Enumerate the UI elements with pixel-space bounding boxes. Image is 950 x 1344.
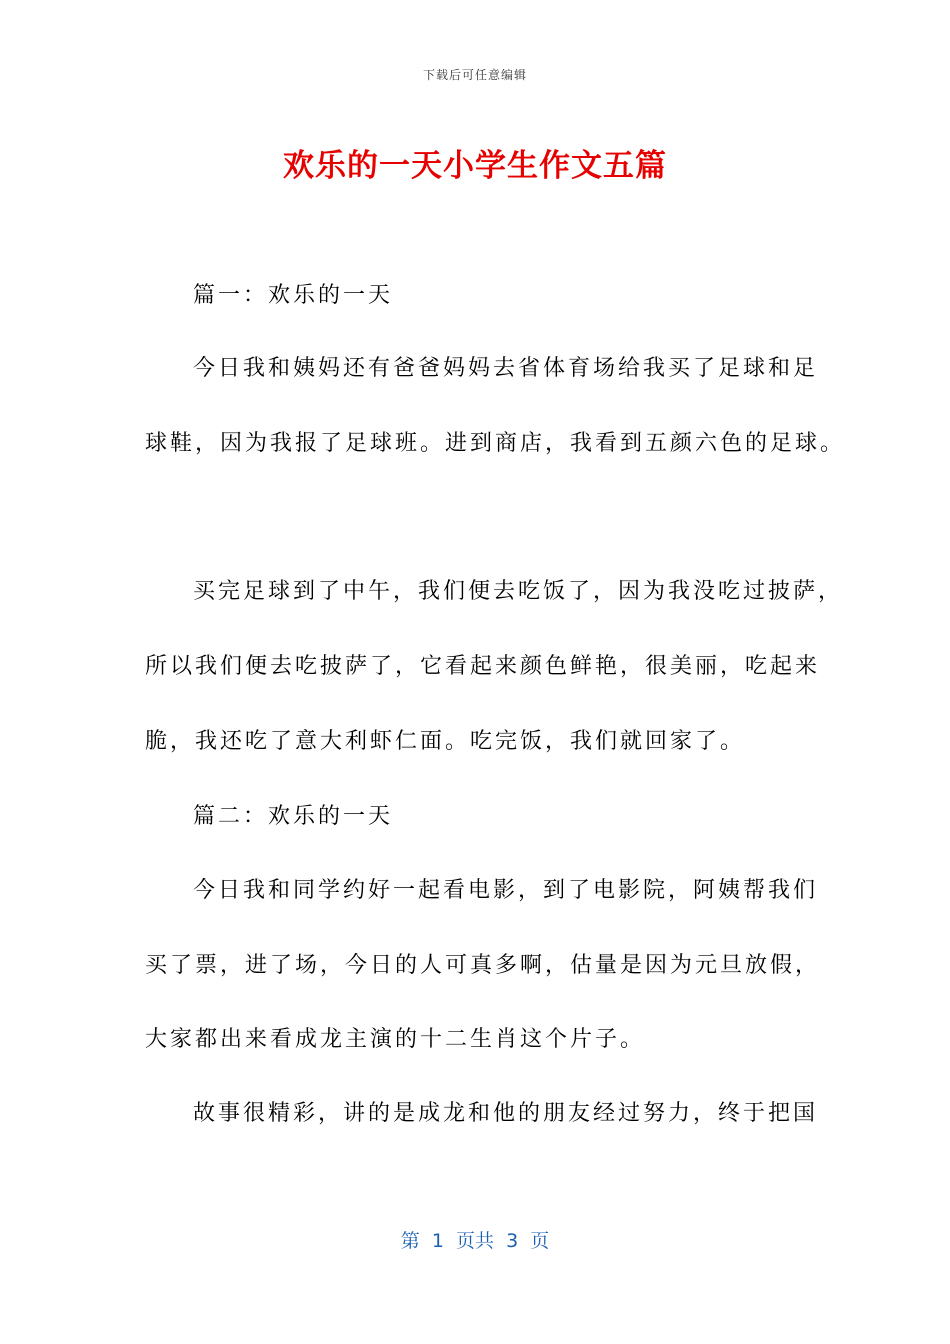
paragraph-line: 脆，我还吃了意大利虾仁面。吃完饭，我们就回家了。 — [145, 729, 746, 754]
document-title: 欢乐的一天小学生作文五篇 — [283, 148, 667, 184]
section-heading-2: 篇二：欢乐的一天 — [193, 804, 394, 829]
paragraph-line: 买了票，进了场，今日的人可真多啊，估量是因为元旦放假， — [145, 953, 821, 978]
paragraph-line: 今日我和同学约好一起看电影，到了电影院，阿姨帮我们 — [193, 878, 819, 903]
section-heading-1: 篇一：欢乐的一天 — [193, 283, 394, 308]
paragraph-line: 故事很精彩，讲的是成龙和他的朋友经过努力，终于把国 — [193, 1101, 819, 1126]
paragraph-line: 大家都出来看成龙主演的十二生肖这个片子。 — [145, 1027, 646, 1052]
header-note: 下载后可任意编辑 — [422, 68, 527, 82]
paragraph-line: 买完足球到了中午，我们便去吃饭了，因为我没吃过披萨， — [193, 579, 844, 604]
paragraph-line: 球鞋，因为我报了足球班。进到商店，我看到五颜六色的足球。 — [145, 431, 846, 456]
page-footer: 第 1 页共 3 页 — [400, 1230, 550, 1252]
paragraph-line: 所以我们便去吃披萨了，它看起来颜色鲜艳，很美丽，吃起来 — [145, 654, 821, 679]
paragraph-line: 今日我和姨妈还有爸爸妈妈去省体育场给我买了足球和足 — [193, 356, 819, 381]
